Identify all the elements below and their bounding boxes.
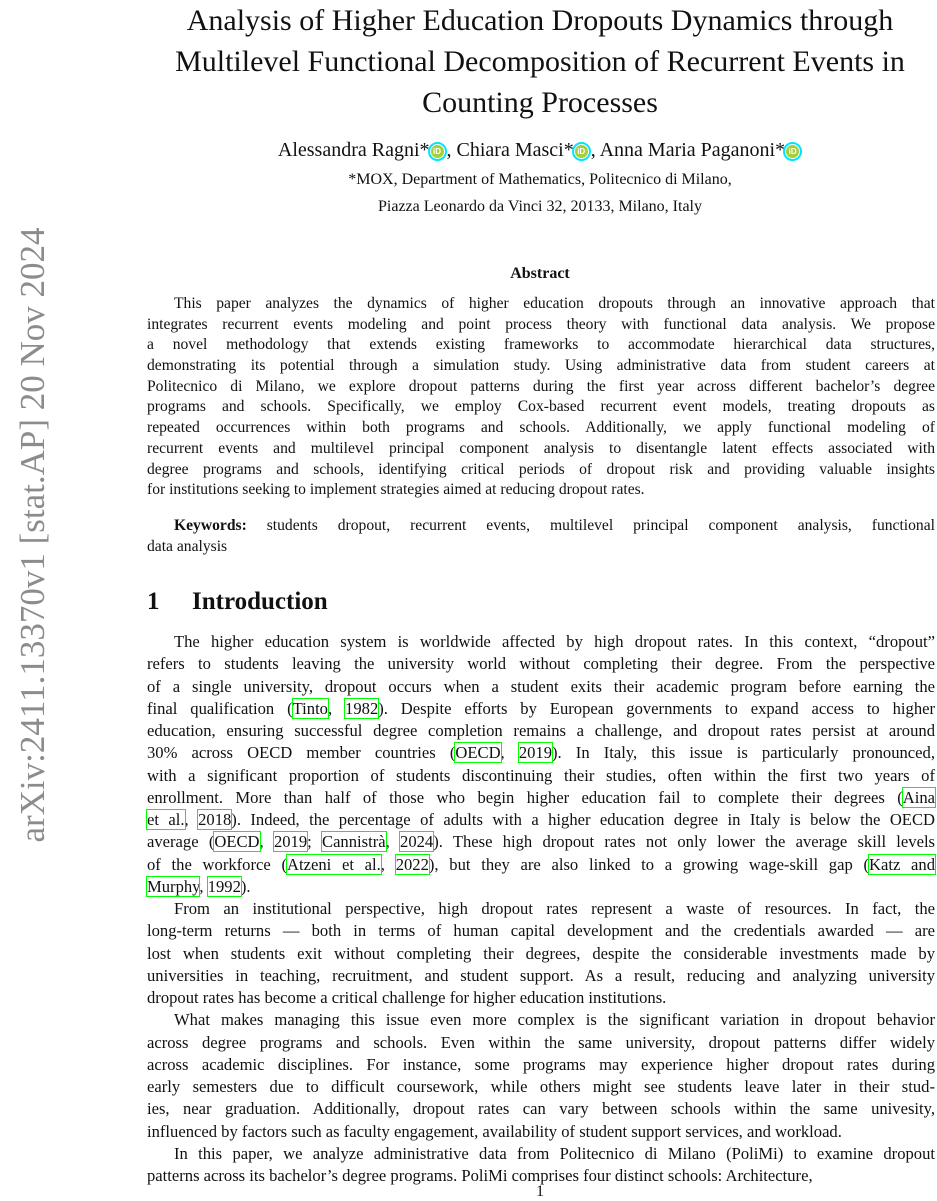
paper-title (140, 0, 937, 123)
text-segment: for institutions seeking to implement strategies aimed at reducing dropout rates. (147, 481, 645, 499)
section-title: Introduction (192, 588, 328, 615)
text-segment: across academic disciplines. For instance, some programs may experience higher dropout rates during (147, 1054, 935, 1074)
text-segment: ; (307, 832, 322, 852)
author-name: Anna Maria Paganoni* (599, 139, 786, 161)
citation-link[interactable]: Katz and (869, 854, 936, 874)
text-segment: final qualification ( (147, 698, 293, 718)
text-segment: This paper analyzes the dynamics of higher education dropouts through an innovative approach that (174, 295, 935, 312)
title-line: Multilevel Functional Decomposition of Recurrent Events in (175, 45, 905, 78)
text-line (147, 397, 935, 418)
citation-link[interactable]: OECD (214, 832, 260, 852)
text-line (147, 418, 935, 439)
text-line (147, 943, 935, 965)
affiliation-line: *MOX, Department of Mathematics, Politecnico di Milano, (348, 171, 732, 188)
affiliation-line: Piazza Leonardo da Vinci 32, 20133, Milano, Italy (378, 198, 702, 215)
keywords-text: students dropout, recurrent events, multilevel principal component analysis, functional (246, 517, 935, 534)
text-line (147, 965, 935, 987)
section-heading (147, 588, 328, 616)
text-segment: ). Indeed, the percentage of adults with a higher education degree in Italy is below the OECD (231, 810, 935, 829)
text-segment: ). In Italy, this issue is particularly pronounced, (552, 743, 935, 763)
text-line (147, 720, 935, 742)
text-segment: What makes managing this issue even more complex is the significant variation in dropout behavior (174, 1010, 935, 1030)
citation-link[interactable]: 2019 (273, 832, 308, 852)
text-segment: Politecnico di Milano, we explore dropout patterns during the first year across different bachelor’s degree (147, 377, 935, 395)
text-line (147, 742, 935, 764)
text-line (147, 676, 935, 698)
title-line: Analysis of Higher Education Dropouts Dynamics through (186, 4, 894, 37)
keywords-line: data analysis (147, 537, 228, 555)
text-segment: refers to students leaving the university world without completing their degree. From the perspective (147, 654, 935, 674)
keywords-line (147, 516, 935, 537)
orcid-icon[interactable]: iD (431, 145, 444, 158)
text-segment: enrollment. More than half of those who begin higher education fail to complete their degrees ( (147, 787, 903, 807)
text-segment: early semesters due to difficult coursework, while others might see students leave later in their stud- (147, 1077, 935, 1096)
citation-link[interactable]: et al. (147, 810, 185, 829)
introduction-body (147, 631, 935, 1187)
text-line (147, 653, 935, 675)
text-segment: , (380, 854, 396, 874)
text-segment: repeated occurrences within both programs and schools. Additionally, we apply functional modeling of (147, 419, 935, 437)
text-segment: degree programs and schools, identifying critical periods of dropout risk and providing valuable insights (147, 460, 935, 478)
text-line (147, 1121, 935, 1143)
text-segment: of the workforce ( (147, 854, 287, 874)
text-segment: influenced by factors such as faculty engagement, availability of student support services, and workload. (147, 1121, 842, 1141)
text-segment: lost when students exit without completing their degrees, despite the considerable investments made by (147, 943, 935, 963)
title-line: Counting Processes (422, 86, 658, 119)
citation-link[interactable]: 2024 (400, 832, 434, 852)
citation-link[interactable]: Tinto (292, 698, 328, 718)
text-line (147, 1098, 935, 1120)
text-line (147, 831, 935, 853)
text-line (147, 876, 935, 898)
text-line (147, 377, 935, 398)
text-line (147, 787, 935, 809)
text-line (147, 335, 935, 356)
section-number: 1 (147, 588, 160, 615)
page-number: 1 (536, 1183, 544, 1200)
citation-link[interactable]: 1982 (345, 698, 379, 718)
keywords-label: Keywords: (174, 517, 247, 534)
text-segment: universities in teaching, recruitment, and student support. As a result, reducing and analyzing university (147, 965, 935, 985)
text-segment: , (259, 832, 274, 852)
text-segment: recurrent events and multilevel principal component analysis to disentangle latent effects associated with (147, 439, 935, 457)
text-segment: , (500, 743, 519, 763)
orcid-icon[interactable]: iD (786, 145, 799, 158)
text-line (147, 1054, 935, 1076)
author-list: Alessandra Ragni* iD , Chiara Masci* iD , Anna Maria Paganoni* iD (140, 139, 937, 162)
text-segment: a novel methodology that extends existing frameworks to accommodate hierarchical data structures, (147, 336, 935, 354)
arxiv-identifier-stamp: arXiv:2411.13370v1 [stat.AP] 20 Nov 2024 (13, 227, 52, 843)
text-segment: From an institutional perspective, high dropout rates represent a waste of resources. In fact, the (174, 899, 935, 918)
text-segment: 30% across OECD member countries ( (147, 743, 456, 763)
abstract-body (147, 294, 935, 501)
text-line (147, 854, 935, 876)
text-segment: ies, near graduation. Additionally, dropout rates can vary between schools within the same univesity, (147, 1099, 935, 1119)
text-segment: patterns across its bachelor’s degree programs. PoliMi comprises four distinct schools: Architecture, (147, 1166, 813, 1185)
text-line (147, 809, 935, 831)
text-line (147, 698, 935, 720)
text-segment: across degree programs and schools. Even within the same university, dropout patterns differ widely (147, 1032, 935, 1052)
text-segment: ). (240, 876, 251, 896)
orcid-icon[interactable]: iD (575, 145, 588, 158)
citation-link[interactable]: Murphy (147, 876, 200, 896)
text-segment: demonstrating its potential through a simulation study. Using administrative data from student careers at (147, 357, 935, 375)
citation-link[interactable]: Cannistrà (322, 832, 386, 852)
citation-link[interactable]: OECD (455, 743, 501, 763)
citation-link[interactable]: 2019 (518, 743, 552, 763)
text-line (147, 460, 935, 481)
text-segment: programs and schools. Specifically, we employ Cox-based recurrent event models, treating dropouts as (147, 398, 935, 416)
text-segment: ). These high dropout rates not only lower the average skill levels (433, 832, 936, 852)
keywords (147, 516, 935, 557)
text-line (147, 356, 935, 377)
author-name: Chiara Masci* (456, 139, 574, 161)
text-line (147, 920, 935, 942)
text-segment: long-term returns — both in terms of human capital development and the credentials awarded — are (147, 921, 935, 941)
citation-link[interactable]: Aina (902, 787, 935, 807)
text-line (147, 294, 935, 315)
text-segment: The higher education system is worldwide affected by high dropout rates. In this context, “dropout” (174, 632, 935, 651)
text-line (147, 439, 935, 460)
text-segment: , (327, 698, 346, 718)
citation-link[interactable]: Atzeni et al. (287, 854, 381, 874)
text-line (147, 898, 935, 920)
text-line (147, 1009, 935, 1031)
text-line (147, 1143, 935, 1165)
citation-link[interactable]: 2018 (198, 810, 232, 829)
text-line (147, 480, 935, 501)
text-segment: of a single university, dropout occurs when a student exits their academic program before earning the (147, 676, 935, 696)
text-line (147, 1032, 935, 1054)
text-segment: education, ensuring successful degree completion remains a challenge, and dropout rates persist at around (147, 721, 935, 740)
text-segment: integrates recurrent events modeling and point process theory with functional data analysis. We propose (147, 315, 935, 333)
text-line (147, 765, 935, 787)
author-name: Alessandra Ragni* (277, 139, 430, 161)
text-line (147, 631, 935, 653)
text-line (147, 987, 935, 1009)
text-segment: with a significant proportion of students discontinuing their studies, often within the first two years of (147, 765, 935, 785)
abstract-heading: Abstract (510, 265, 570, 282)
text-segment: dropout rates has become a critical challenge for higher education institutions. (147, 988, 667, 1007)
text-segment: average ( (147, 832, 215, 852)
text-segment: , (184, 810, 199, 829)
text-segment: ), but they are also linked to a growing wage-skill gap ( (428, 854, 869, 874)
citation-link[interactable]: 2022 (395, 854, 429, 874)
text-segment: In this paper, we analyze administrative data from Politecnico di Milano (PoliMi) to examine dropout (174, 1143, 935, 1163)
text-line (147, 1076, 935, 1098)
text-line (147, 315, 935, 336)
text-segment: ). Despite efforts by European governments to expand access to higher (378, 698, 936, 718)
text-segment: , (385, 832, 401, 852)
citation-link[interactable]: 1992 (207, 876, 241, 896)
text-segment: , (199, 876, 208, 896)
